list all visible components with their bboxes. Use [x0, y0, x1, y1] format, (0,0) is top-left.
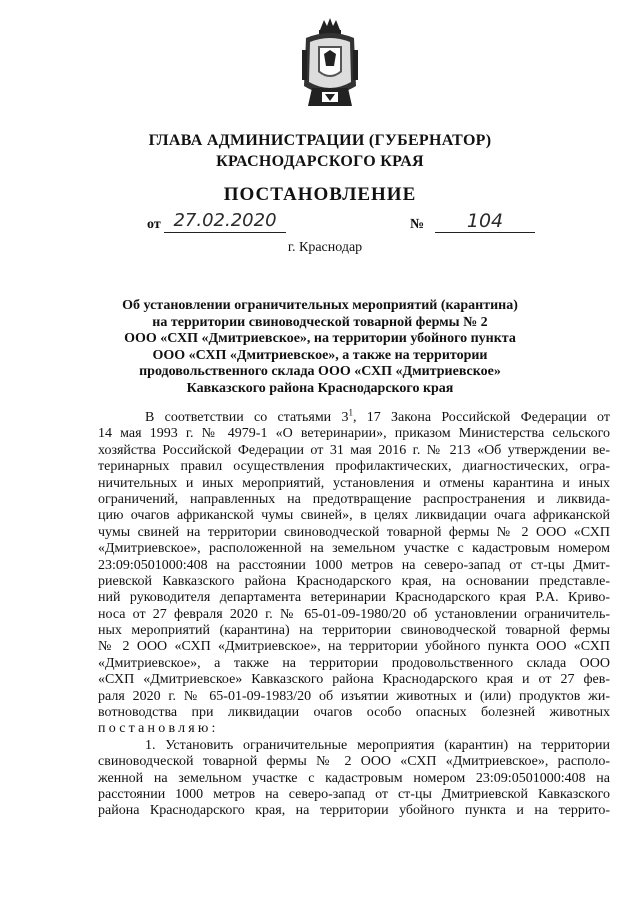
body-line: № 2 ООО «СХП «Дмитриевское», на территории убойного пункта ООО «СХП [98, 639, 610, 655]
resolution-body [98, 407, 610, 820]
coat-of-arms-emblem [298, 16, 362, 112]
subject-line: ООО «СХП «Дмитриевское», на территории убойного пункта [124, 331, 516, 346]
body-line: хозяйства Российской Федерации от 31 мая 2016 г. № 213 «Об утверждении ве- [98, 442, 610, 458]
body-line: риевской Кавказского района Краснодарского края, на основании представле- [98, 573, 610, 589]
body-line: теринарных правил осуществления профилактических, диагностических, огра- [98, 459, 610, 475]
resolve-word: постановляю: [98, 721, 219, 737]
authority-title-line1: ГЛАВА АДМИНИСТРАЦИИ (ГУБЕРНАТОР) [148, 132, 492, 149]
body-line: женной на земельном участке с кадастровым номером 23:09:0501000:408 на [98, 770, 610, 786]
body-line: 1. Установить ограничительные мероприятия (карантин) на территории [145, 737, 610, 753]
body-line: чумы свиней на территории свиноводческой товарной фермы № 2 ООО «СХП [98, 524, 610, 540]
body-line: «СХП «Дмитриевское» Кавказского района Краснодарского края и от 27 фев- [98, 672, 610, 688]
body-text-fragment: В соответствии со статьями 3 [145, 410, 349, 425]
body-line [98, 407, 610, 426]
superscript: 1 [348, 407, 353, 418]
resolution-subject [120, 298, 520, 397]
subject-line: Об установлении ограничительных мероприятий (карантина) [122, 298, 518, 313]
body-line: расстоянии 1000 метров на северо-запад от ст-цы Дмитриевской Кавказского [98, 786, 610, 802]
body-line: ний руководителя департамента ветеринарии Краснодарского края Р.А. Криво- [98, 590, 610, 606]
body-line: вотноводства при ликвидации очагов особо опасных болезней животных [98, 705, 610, 721]
body-line: ограничений, направленных на предотвращение распространения и ликвида- [98, 491, 610, 507]
body-line: района Краснодарского края, на территории убойного пункта и на террито- [98, 803, 610, 819]
subject-line: на территории свиноводческой товарной фермы № 2 [152, 314, 488, 330]
city-line: г. Краснодар [287, 240, 363, 255]
handwritten-date: 27.02.2020 [164, 209, 286, 233]
subject-line: продовольственного склада ООО «СХП «Дмитриевское» [139, 364, 501, 379]
body-line: ничительных и иных мероприятий, установления и отмены карантина и иных [98, 475, 610, 491]
body-text-fragment: , 17 Закона Российской Федерации от [352, 410, 610, 425]
body-line: носа от 27 февраля 2020 г. № 65-01-09-1980/20 об установлении ограничитель- [98, 606, 610, 622]
body-line: 14 мая 1993 г. № 4979-1 «О ветеринарии», приказом Министерства сельского [98, 426, 610, 442]
subject-line: Кавказского района Краснодарского края [186, 380, 454, 396]
body-line: цию очагов африканской чумы свиней», в целях ликвидации очага африканской [98, 508, 610, 524]
document-type-title: ПОСТАНОВЛЕНИЕ [223, 184, 417, 205]
date-number-row [147, 209, 547, 235]
body-line: «Дмитриевское», расположенной на земельном участке с кадастровым номером [98, 541, 610, 557]
number-label: № [410, 217, 425, 232]
body-line: «Дмитриевское», а также на территории продовольственного склада ООО [98, 655, 610, 671]
body-line: раля 2020 г. № 65-01-09-1983/20 об изъятии животных и (или) продуктов жи- [98, 688, 610, 704]
authority-title-line2: КРАСНОДАРСКОГО КРАЯ [216, 153, 424, 170]
body-line: ных мероприятий (карантина) на территории свиноводческой товарной фермы [98, 623, 610, 639]
subject-line: ООО «СХП «Дмитриевское», а также на территории [152, 347, 488, 363]
handwritten-number: 104 [435, 209, 535, 233]
body-line: 23:09:0501000:408 на расстоянии 1000 метров на северо-запад от ст-цы Дмит- [98, 557, 610, 573]
date-label: от [147, 217, 161, 232]
body-line: свиноводческой товарной фермы № 2 ООО «СХП «Дмитриевское», располо- [98, 754, 610, 770]
